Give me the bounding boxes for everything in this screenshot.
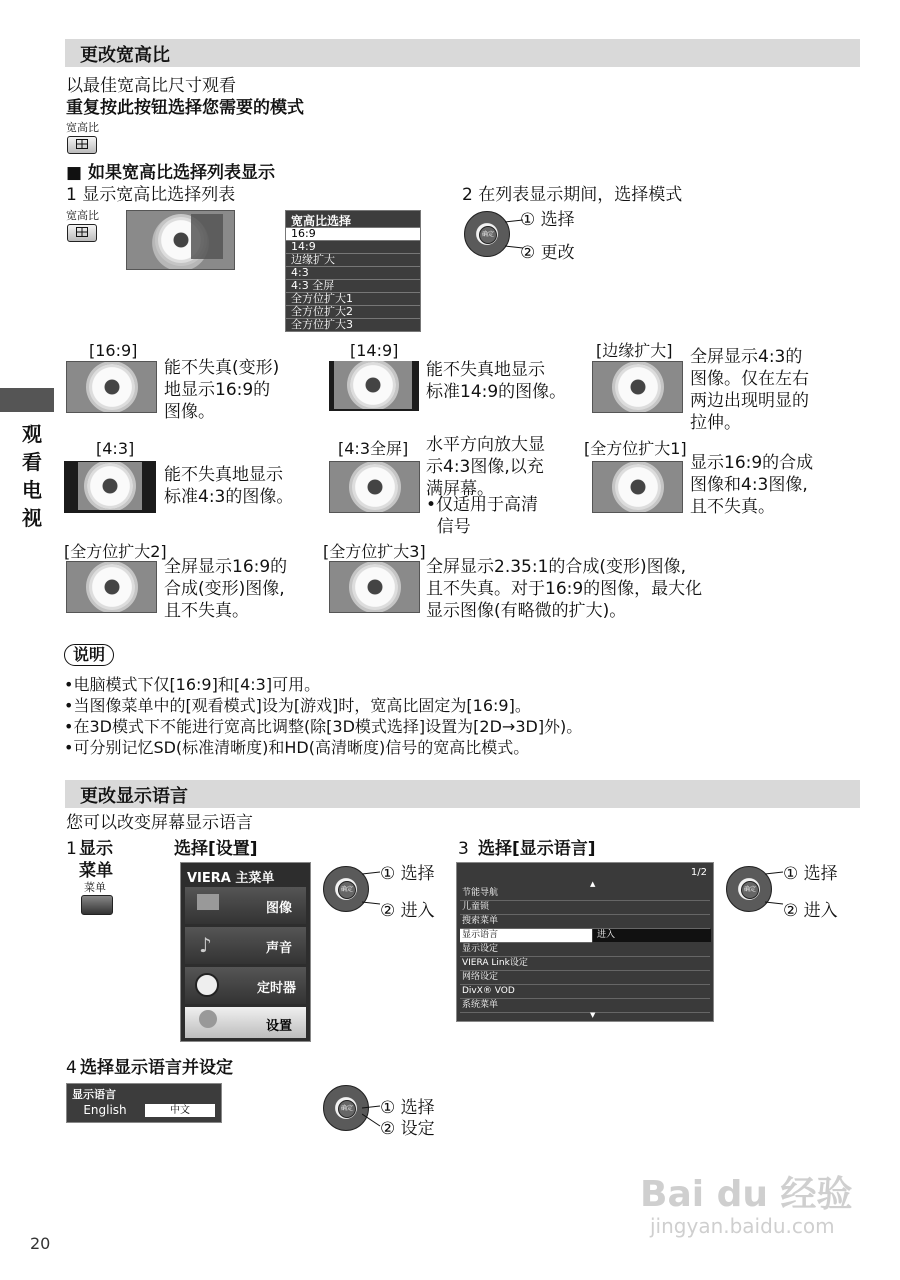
instruction-text: 重复按此按钮选择您需要的模式 <box>66 98 304 118</box>
ok-button[interactable]: 确定 <box>741 881 759 899</box>
menu-item[interactable]: 4:3 全屏 <box>286 279 420 292</box>
picture-icon <box>197 894 219 910</box>
note-item: •在3D模式下不能进行宽高比调整(除[3D模式选择]设置为[2D→3D]外)。 <box>64 717 583 736</box>
aspect-icon <box>76 139 88 149</box>
scroll-down-icon[interactable]: ▼ <box>590 1011 596 1019</box>
mode-image-just1 <box>592 461 683 513</box>
menu-item[interactable]: 16:9 <box>286 227 420 240</box>
menu-item[interactable]: 全方位扩大3 <box>286 318 420 331</box>
music-note-icon: ♪ <box>199 933 212 957</box>
ok-button[interactable]: 确定 <box>479 226 497 244</box>
setup-item[interactable]: 搜索菜单 <box>460 915 710 929</box>
pointer-lines-icon <box>765 866 785 910</box>
mode-image-edge <box>592 361 683 413</box>
mode-desc: 能不失真地显示 标准4:3的图像。 <box>164 465 294 507</box>
mode-desc: 水平方向放大显 示4:3图像,以充 满屏幕。 <box>426 435 545 499</box>
mode-desc: 能不失真(变形) 地显示16:9的 图像。 <box>164 358 280 422</box>
menu-tile-setup[interactable]: 设置 <box>185 1007 306 1038</box>
mini-menu-overlay <box>191 214 223 259</box>
menu-tile-sound[interactable]: ♪ 声音 <box>185 927 306 964</box>
pointer-lines-icon <box>362 866 382 910</box>
section-title: 更改显示语言 <box>80 786 188 807</box>
step-number: 3 <box>458 839 469 859</box>
wrench-icon <box>199 1010 217 1028</box>
aspect-button-label-2: 宽高比 <box>66 209 99 222</box>
mode-label: [4:3] <box>96 439 135 458</box>
language-option-chinese[interactable]: 中文 <box>145 1104 215 1117</box>
note-heading: 说明 <box>64 644 114 666</box>
enter-label[interactable]: 进入 <box>593 929 711 942</box>
page-indicator: 1/2 <box>690 867 707 878</box>
mode-label: [16:9] <box>89 341 138 360</box>
side-tab-bar <box>0 388 54 412</box>
list-step2: 2 在列表显示期间，选择模式 <box>462 185 683 205</box>
setup-item[interactable]: DivX® VOD <box>460 985 710 999</box>
menu-item[interactable]: 14:9 <box>286 240 420 253</box>
setup-item[interactable]: VIERA Link设定 <box>460 957 710 971</box>
watermark-url: jingyan.baidu.com <box>650 1214 835 1238</box>
mode-desc: 能不失真地显示 标准14:9的图像。 <box>426 360 567 402</box>
mode-image-4-3 <box>64 461 156 513</box>
list-heading: ■ 如果宽高比选择列表显示 <box>66 163 275 183</box>
page-number: 20 <box>30 1234 51 1253</box>
step-number: 1 <box>66 839 77 859</box>
step4-set: ② 设定 <box>380 1119 435 1139</box>
menu-item[interactable]: 边缘扩大 <box>286 253 420 266</box>
menu-item[interactable]: 4:3 <box>286 266 420 279</box>
menu-tile-picture[interactable]: 图像 <box>185 887 306 924</box>
setup-item[interactable]: 网络设定 <box>460 971 710 985</box>
menu-item[interactable]: 全方位扩大1 <box>286 292 420 305</box>
mode-desc: 全屏显示4:3的 图像。仅在左右 两边出现明显的 拉伸。 <box>690 347 809 433</box>
step2-enter: ② 进入 <box>380 901 435 921</box>
intro-text: 您可以改变屏幕显示语言 <box>66 813 253 833</box>
section-header-language <box>65 780 860 808</box>
note-item: •电脑模式下仅[16:9]和[4:3]可用。 <box>64 675 321 694</box>
step1-text-a: 显示 <box>79 839 113 859</box>
setup-menu <box>456 862 714 1022</box>
aspect-button-2[interactable] <box>67 224 97 242</box>
note-item: •当图像菜单中的[观看模式]设为[游戏]时，宽高比固定为[16:9]。 <box>64 696 531 715</box>
menu-item[interactable]: 全方位扩大2 <box>286 305 420 318</box>
step3-select: ① 选择 <box>783 864 838 884</box>
ok-button[interactable]: 确定 <box>338 881 356 899</box>
step3-text: 选择[显示语言] <box>478 839 596 859</box>
step3-enter: ② 进入 <box>783 901 838 921</box>
mode-label: [4:3全屏] <box>338 439 409 458</box>
mode-image-16-9 <box>66 361 157 413</box>
section-header-aspect <box>65 39 860 67</box>
setup-item[interactable]: 节能导航 <box>460 887 710 901</box>
scroll-up-icon[interactable]: ▲ <box>590 880 596 888</box>
main-menu-title: VIERA 主菜单 <box>187 871 275 886</box>
setup-item[interactable]: 系统菜单 <box>460 999 710 1013</box>
mode-note: •仅适用于高清 信号 <box>426 495 539 537</box>
language-panel <box>66 1083 222 1123</box>
mode-desc: 全屏显示16:9的 合成(变形)图像, 且不失真。 <box>164 557 288 621</box>
step2-select: ① 选择 <box>520 210 575 230</box>
menu-button[interactable] <box>81 895 113 915</box>
aspect-icon <box>76 227 88 237</box>
list-step1: 1 显示宽高比选择列表 <box>66 185 236 205</box>
mode-desc: 全屏显示2.35:1的合成(变形)图像, 且不失真。对于16:9的图像，最大化 显示图像(有略微的扩大)。 <box>426 557 703 621</box>
aspect-select-menu <box>285 210 421 332</box>
side-tab-text: 观 看 电 视 <box>22 422 42 530</box>
mode-label: [全方位扩大2] <box>64 542 167 561</box>
step1-text-b: 菜单 <box>79 861 113 881</box>
step2-text: 选择[设置] <box>174 839 258 859</box>
language-panel-title: 显示语言 <box>72 1088 116 1101</box>
setup-item[interactable]: 显示设定 <box>460 943 710 957</box>
setup-item-selected[interactable]: 显示语言 <box>460 929 592 943</box>
mode-desc: 显示16:9的合成 图像和4:3图像, 且不失真。 <box>690 453 814 517</box>
language-option-english[interactable]: English <box>83 1103 127 1117</box>
setup-item[interactable]: 儿童锁 <box>460 901 710 915</box>
clock-icon <box>195 973 219 997</box>
mode-label: [14:9] <box>350 341 399 360</box>
mode-image-just3 <box>329 561 420 613</box>
menu-tile-timer[interactable]: 定时器 <box>185 967 306 1004</box>
step2-change: ② 更改 <box>520 243 575 263</box>
step2-select: ① 选择 <box>380 864 435 884</box>
remote-cursor-pad[interactable] <box>464 211 510 257</box>
menu-title: 宽高比选择 <box>291 214 352 228</box>
main-menu <box>180 862 311 1042</box>
section-title: 更改宽高比 <box>80 45 170 66</box>
mode-image-14-9 <box>329 361 419 411</box>
mode-label: [边缘扩大] <box>596 341 673 360</box>
mode-image-4-3-full <box>329 461 420 513</box>
pointer-lines-icon <box>362 1088 382 1132</box>
watermark-logo: Bai du 经验 <box>640 1174 853 1215</box>
aspect-button-label: 宽高比 <box>66 121 99 134</box>
step4-select: ① 选择 <box>380 1098 435 1118</box>
ok-button[interactable]: 确定 <box>338 1100 356 1118</box>
intro-text: 以最佳宽高比尺寸观看 <box>66 76 236 96</box>
mode-image-just2 <box>66 561 157 613</box>
preview-image <box>126 210 235 270</box>
mode-label: [全方位扩大3] <box>323 542 426 561</box>
note-item: •可分别记忆SD(标准清晰度)和HD(高清晰度)信号的宽高比模式。 <box>64 738 530 757</box>
mode-label: [全方位扩大1] <box>584 439 687 458</box>
aspect-button[interactable] <box>67 136 97 154</box>
step-number: 4 <box>66 1058 77 1078</box>
menu-button-label: 菜单 <box>84 881 106 894</box>
step4-text: 选择显示语言并设定 <box>80 1058 233 1078</box>
